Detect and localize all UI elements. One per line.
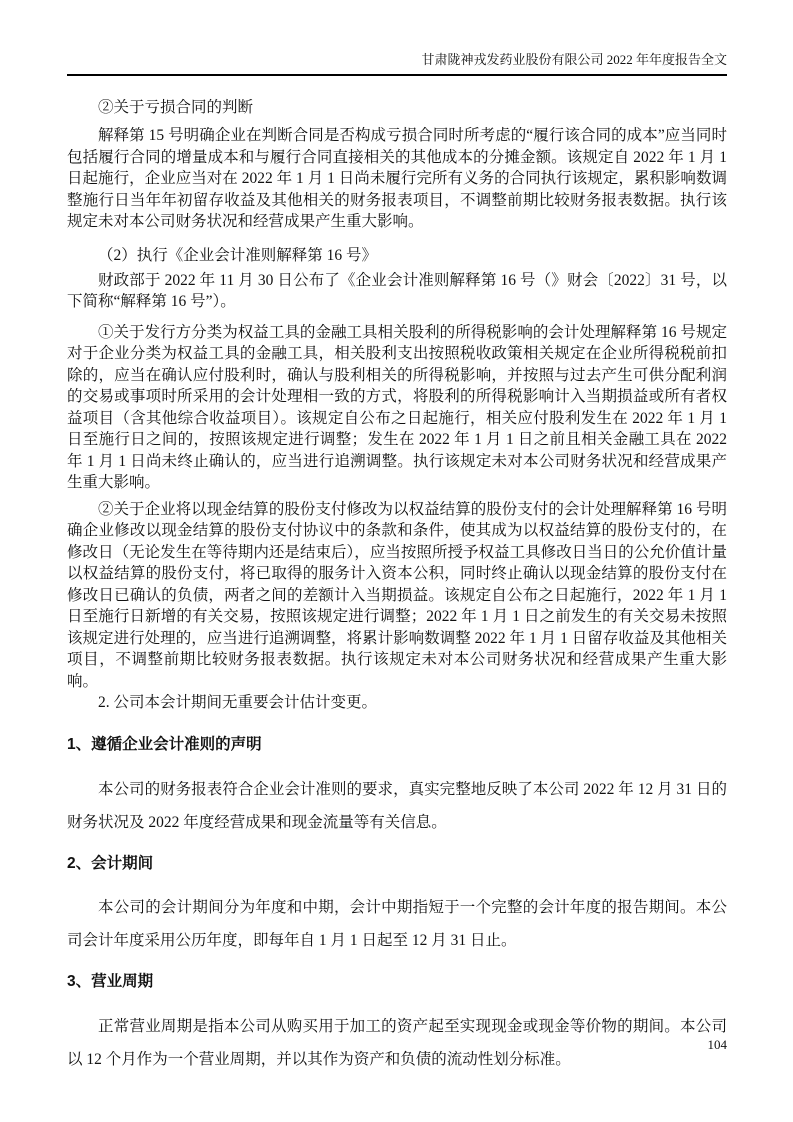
subheading-interpretation-16: （2）执行《企业会计准则解释第 16 号》: [98, 246, 378, 264]
paragraph-accounting-period: 本公司的会计期间分为年度和中期，会计中期指短于一个完整的会计年度的报告期间。本公司会计年度采用公历年度，即每年自 1 月 1 日起至 12 月 31 日止。: [67, 899, 727, 949]
page-content: [67, 79, 727, 1076]
heading-operating-cycle: 3、营业周期: [67, 973, 154, 990]
paragraph-compliance-statement: 本公司的财务报表符合企业会计准则的要求，真实完整地反映了本公司 2022 年 12 月 31 日的财务状况及 2022 年度经营成果和现金流量等有关信息。: [67, 781, 727, 831]
paragraph-interpretation-15: 解释第 15 号明确企业在判断合同是否构成亏损合同时所考虑的“履行该合同的成本”应当同时包括履行合同的增量成本和与履行合同直接相关的其他成本的分摊金额。该规定自 2022 年 1 月 1 日起施行，企业应当对在 2022 年 1 月 1 日尚未履行完所有义务的合同执行该规定，累积影响数调整施行日当年年初留存收益及其他相关的财务报表项目，不调整前期比较财务报表数据。执行该规定未对本公司财务状况和经营成果产生重大影响。: [67, 127, 727, 230]
paragraph-dividend-income-tax: ①关于发行方分类为权益工具的金融工具相关股利的所得税影响的会计处理解释第 16 号规定对于企业分类为权益工具的金融工具，相关股利支出按照税收政策相关规定在企业所得税税前扣除的，应当在确认应付股利时，确认与股利相关的所得税影响，并按照与过去产生可供分配利润的交易或事项时所采用的会计处理相一致的方式，将股利的所得税影响计入当期损益或所有者权益项目（含其他综合收益项目）。该规定自公布之日起施行，相关应付股利发生在 2022 年 1 月 1 日至施行日之间的，按照该规定进行调整；发生在 2022 年 1 月 1 日之前且相关金融工具在 2022 年 1 月 1 日尚未终止确认的，应当进行追溯调整。执行该规定未对本公司财务状况和经营成果产生重大影响。: [67, 323, 727, 491]
header-title: 甘肃陇神戎发药业股份有限公司 2022 年年度报告全文: [421, 52, 727, 67]
page-number: 104: [707, 1037, 727, 1052]
heading-accounting-period: 2、会计期间: [67, 855, 154, 872]
paragraph-mof-announcement: 财政部于 2022 年 11 月 30 日公布了《企业会计准则解释第 16 号（》财会〔2022〕31 号，以下简称“解释第 16 号”）。: [67, 271, 727, 310]
paragraph-operating-cycle: 正常营业周期是指本公司从购买用于加工的资产起至实现现金或现金等价物的期间。本公司以 12 个月作为一个营业周期，并以其作为资产和负债的流动性划分标准。: [67, 1018, 727, 1068]
heading-compliance-statement: 1、遵循企业会计准则的声明: [67, 736, 262, 753]
page-header: [67, 0, 727, 76]
paragraph-no-estimate-change: 2. 公司本会计期间无重要会计估计变更。: [98, 694, 378, 711]
paragraph-share-based-payment: ②关于企业将以现金结算的股份支付修改为以权益结算的股份支付的会计处理解释第 16 号明确企业修改以现金结算的股份支付协议中的条款和条件，使其成为以权益结算的股份支付的，在修改日（无论发生在等待期内还是结束后），应当按照所授予权益工具修改日当日的公允价值计量以权益结算的股份支付，将已取得的服务计入资本公积，同时终止确认以现金结算的股份支付在修改日已确认的负债，两者之间的差额计入当期损益。该规定自公布之日起施行，2022 年 1 月 1 日至施行日新增的有关交易，按照该规定进行调整；2022 年 1 月 1 日之前发生的有关交易未按照该规定进行处理的，应当进行追溯调整，将累计影响数调整 2022 年 1 月 1 日留存收益及其他相关项目，不调整前期比较财务报表数据。执行该规定未对本公司财务状况和经营成果产生重大影响。: [67, 500, 727, 690]
subheading-loss-contract-judgment: ②关于亏损合同的判断: [98, 99, 254, 116]
